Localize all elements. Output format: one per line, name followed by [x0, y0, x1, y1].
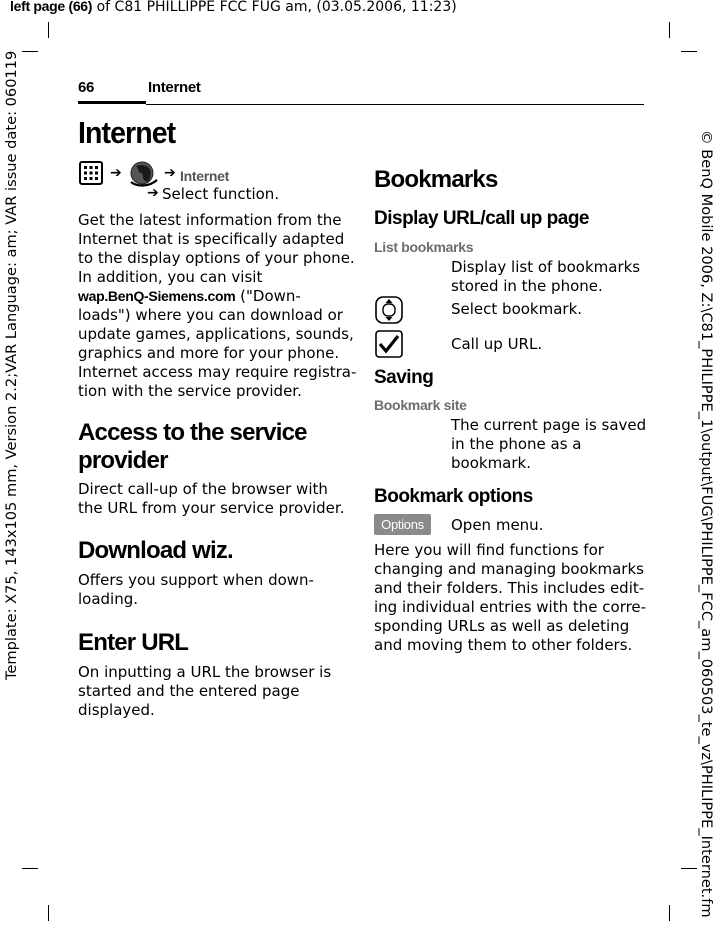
print-header	[10, 0, 457, 15]
text-line: ing individual entries with the corre-	[374, 598, 647, 616]
heading-line: provider	[78, 447, 168, 474]
print-header-page: left page (66)	[10, 0, 93, 14]
text-line: tion with the service provider.	[78, 382, 302, 400]
crop-mark	[48, 22, 49, 38]
intro-paragraph	[78, 211, 358, 401]
path-arrow: ➔	[164, 165, 176, 181]
path-instruction: Select function.	[162, 185, 280, 203]
crop-mark	[669, 22, 670, 38]
text-fragment: ("Down-	[235, 287, 301, 305]
text-line: started and the entered page	[78, 682, 300, 700]
saving-heading: Saving	[374, 367, 434, 388]
text-line: Offers you support when down-	[78, 571, 314, 589]
text-line: displayed.	[78, 701, 155, 719]
copyright-path: © BenQ Mobile 2006, Z:\C81_PHILIPPE_1\output\FUG\PHILIPPE_FCC_am_060503_te_vz\PHILIPPE_Internet.fm	[698, 130, 715, 918]
bookmarks-title: Bookmarks	[374, 166, 498, 193]
text-line: sponding URLs as well as deleting	[374, 617, 630, 635]
bookmark-site-label: Bookmark site	[374, 397, 467, 413]
path-arrow: ➔	[110, 165, 122, 181]
select-bookmark-text: Select bookmark.	[451, 300, 583, 318]
list-bookmarks-label: List bookmarks	[374, 239, 474, 255]
text-line: in the phone as a	[451, 435, 582, 453]
navigation-key-icon	[375, 296, 403, 324]
crop-mark	[48, 905, 49, 921]
download-text	[78, 571, 314, 609]
text-line	[78, 287, 358, 306]
text-line: bookmark.	[451, 454, 531, 472]
text-line: Direct call-up of the browser with	[78, 480, 328, 498]
crop-mark	[681, 51, 697, 52]
text-line: update games, applications, sounds,	[78, 325, 354, 343]
checkmark-key-icon	[375, 330, 403, 358]
text-line: Here you will find functions for	[374, 541, 604, 559]
text-line: Internet that is specifically adapted	[78, 230, 345, 248]
website-link: wap.BenQ-Siemens.com	[78, 288, 236, 304]
text-line: Display list of bookmarks	[451, 258, 641, 276]
page-number: 66	[78, 79, 95, 96]
text-line: Get the latest information from the	[78, 211, 342, 229]
crop-mark	[22, 868, 38, 869]
call-url-text: Call up URL.	[451, 335, 543, 353]
menu-icon	[79, 161, 103, 185]
text-line: Internet access may require registra-	[78, 363, 357, 381]
crop-mark	[681, 868, 697, 869]
running-title: Internet	[148, 79, 201, 96]
enter-url-heading: Enter URL	[78, 629, 189, 656]
text-line: stored in the phone.	[451, 277, 603, 295]
display-heading: Display URL/call up page	[374, 208, 589, 229]
path-target: Internet	[180, 168, 229, 184]
enter-url-text	[78, 663, 331, 720]
heading-line: Access to the service	[78, 419, 307, 446]
text-line: changing and managing bookmarks	[374, 560, 644, 578]
text-line: and their folders. This includes edit-	[374, 579, 645, 597]
text-line: In addition, you can visit	[78, 268, 263, 286]
access-heading	[78, 419, 307, 475]
header-rule-thick	[78, 101, 146, 104]
print-header-info: of C81 PHILLIPPE FCC FUG am, (03.05.2006, 11:23)	[92, 0, 457, 15]
bookmark-site-text	[451, 416, 646, 473]
text-line: loads") where you can download or	[78, 306, 343, 324]
open-menu-text: Open menu.	[451, 516, 544, 534]
download-heading: Download wiz.	[78, 537, 233, 564]
page-title: Internet	[78, 115, 176, 150]
access-text	[78, 480, 344, 518]
text-line: and moving them to other folders.	[374, 636, 633, 654]
list-bookmarks-text	[451, 258, 640, 296]
crop-mark	[669, 905, 670, 921]
text-line: loading.	[78, 590, 139, 608]
options-paragraph	[374, 541, 646, 655]
globe-icon	[127, 160, 159, 188]
template-info: Template: X75, 143x105 mm, Version 2.2;VAR Language: am; VAR issue date: 060119	[3, 50, 20, 680]
path-arrow: ➔	[147, 185, 159, 201]
text-line: graphics and more for your phone.	[78, 344, 340, 362]
options-softkey	[374, 514, 431, 535]
crop-mark	[22, 51, 38, 52]
text-line: On inputting a URL the browser is	[78, 663, 332, 681]
header-rule	[146, 104, 644, 105]
text-line: the URL from your service provider.	[78, 499, 345, 517]
text-line: The current page is saved	[451, 416, 647, 434]
options-softkey-label: Options	[381, 517, 424, 532]
text-line: to the display options of your phone.	[78, 249, 355, 267]
options-heading: Bookmark options	[374, 486, 533, 507]
